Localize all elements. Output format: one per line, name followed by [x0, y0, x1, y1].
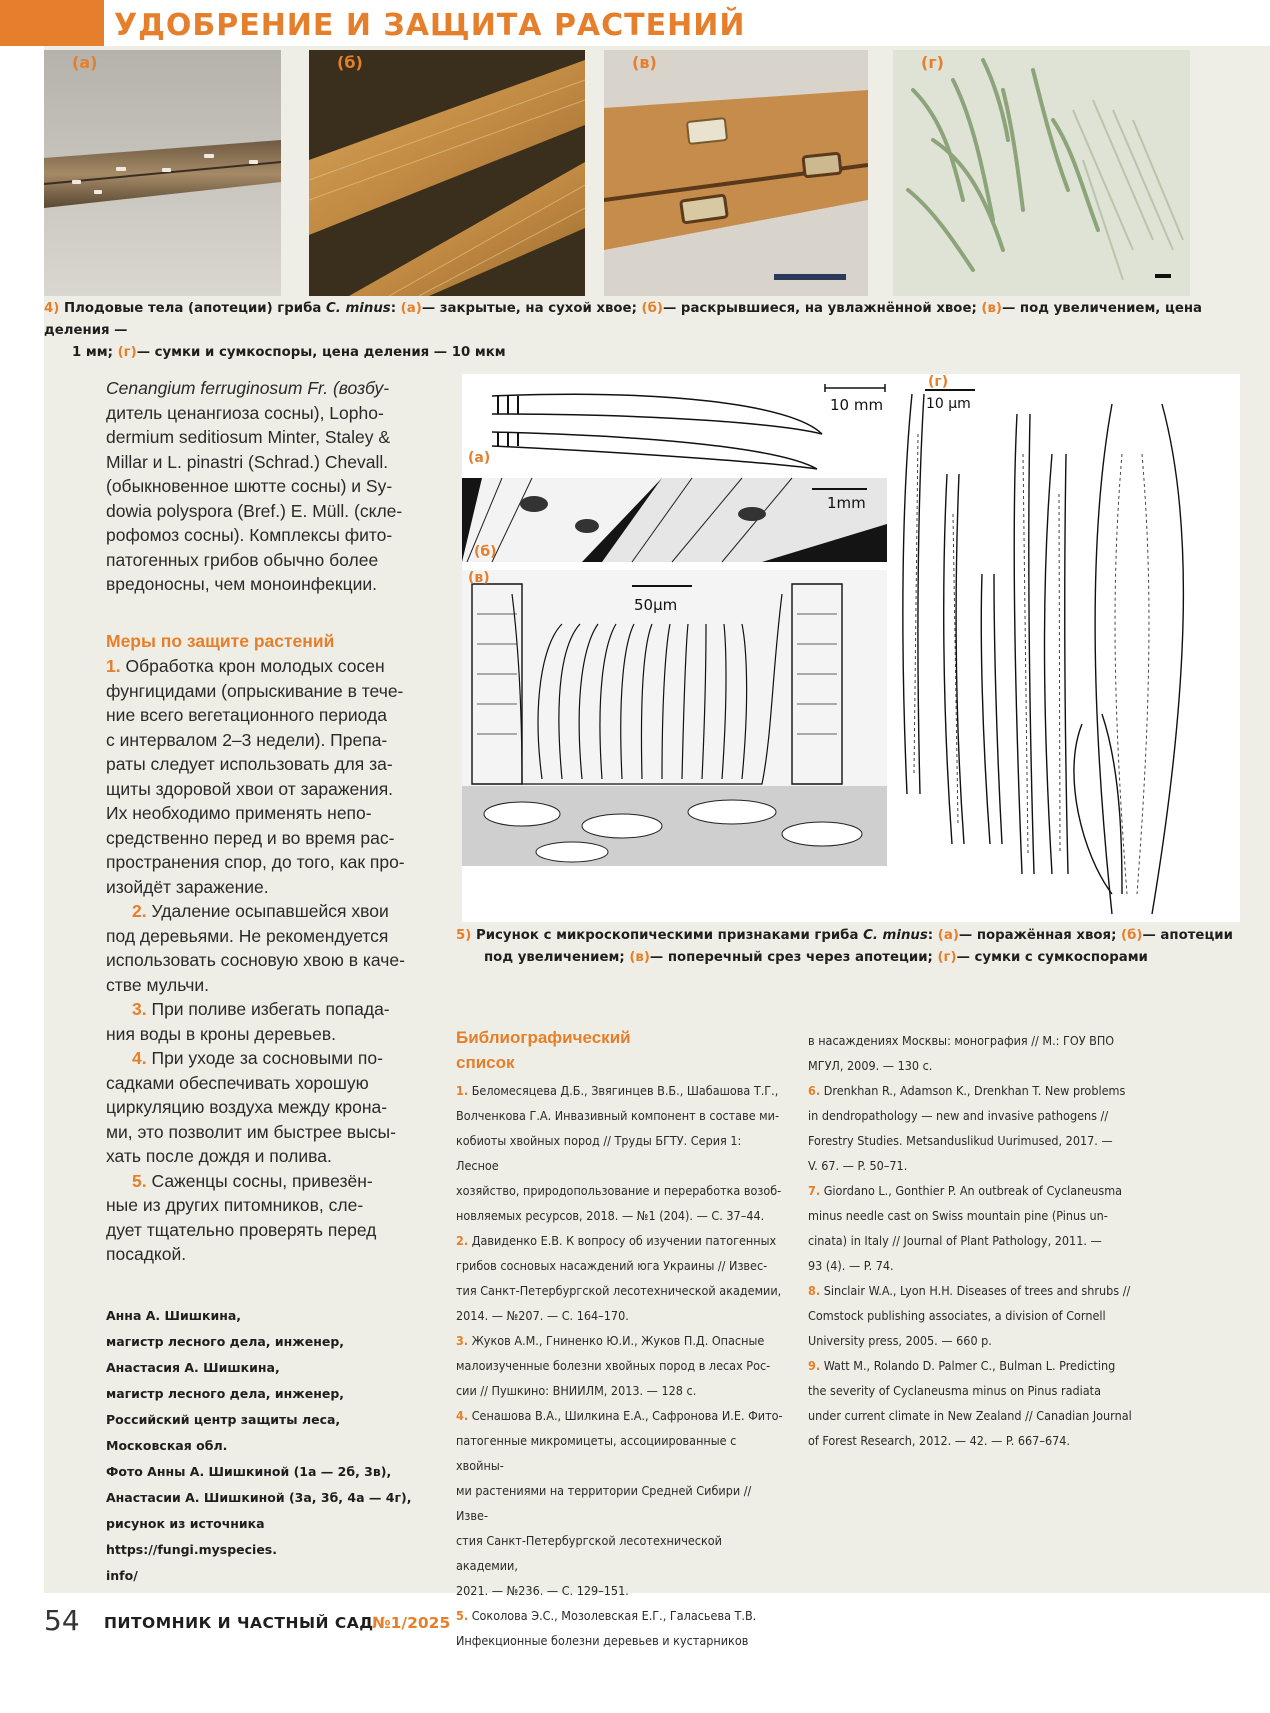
bib-entry: 6. Drenkhan R., Adamson K., Drenkhan T. New problems	[808, 1083, 1126, 1098]
panel-label-v: (в)	[468, 570, 490, 586]
text-line: dermium seditiosum Minter, Staley &	[106, 427, 390, 447]
text-line: Cenangium ferruginosum Fr. (возбу-	[106, 378, 390, 398]
text-line: циркуляцию воздуха между крона-	[106, 1097, 388, 1117]
bibliography-right-column	[808, 1028, 1138, 1453]
photo-label: (г)	[921, 53, 944, 72]
text-line: дитель ценангиоза сосны), Lopho-	[106, 402, 384, 423]
text-line: рофомоз сосны). Комплексы фито-	[106, 525, 393, 545]
bib-line: ми растениями на территории Средней Сибири // Изве-	[456, 1483, 752, 1523]
measures-list	[106, 654, 431, 1267]
bib-line: малоизученные болезни хвойных пород в лесах Рос-	[456, 1358, 771, 1373]
author-block: Анна А. Шишкина, магистр лесного дела, инженер, Анастасия А. Шишкина, магистр лесного дела, инженер, Российский центр защиты леса, Московская обл. Фото Анны А. Шишкиной (1а — 2б, 3в), Анастасии А. Шишкиной (3а, 3б, 4а — 4г), рисунок из источника https://fungi.myspecies. info/	[106, 1308, 412, 1583]
bib-line: of Forest Research, 2012. — 42. — P. 667–674.	[808, 1433, 1070, 1448]
bib-line: under current climate in New Zealand // Canadian Journal	[808, 1408, 1132, 1423]
bib-line: кобиоты хвойных пород // Труды БГТУ. Серия 1: Лесное	[456, 1133, 742, 1173]
text-line: средственно перед и во время рас-	[106, 827, 395, 848]
list-item: 5. Саженцы сосны, привезён-	[132, 1170, 373, 1191]
list-item: 2. Удаление осыпавшейся хвои	[132, 901, 389, 921]
bib-line: стия Санкт-Петербургской лесотехнической академии,	[456, 1533, 722, 1573]
bib-line: 93 (4). — P. 74.	[808, 1258, 894, 1273]
figure5-caption: 5) Рисунок с микроскопическими признаками гриба C. minus: (а)— поражённая хвоя; (б)— апотеции под увеличением; (в)— поперечный срез через апотеции; (г)— сумки с сумкоспорами	[456, 928, 1233, 965]
text-line: под деревьями. Не рекомендуется	[106, 925, 389, 946]
bib-line: the severity of Cyclaneusma minus on Pinus radiata	[808, 1383, 1101, 1398]
bib-line: новляемых ресурсов, 2018. — №1 (204). — С. 37–44.	[456, 1208, 765, 1223]
bib-line: в насаждениях Москвы: монография // М.: ГОУ ВПО	[808, 1033, 1115, 1048]
bib-line: minus needle cast on Swiss mountain pine (Pinus un-	[808, 1208, 1108, 1223]
issue-number: №1/2025	[372, 1614, 451, 1632]
scale-label: 50µm	[634, 596, 678, 614]
bib-line: V. 67. — P. 50–71.	[808, 1158, 908, 1173]
text-line: стве мульчи.	[106, 974, 209, 995]
text-line: вредоносны, чем моноинфекции.	[106, 574, 378, 594]
scale-label: 10 mm	[830, 396, 884, 414]
body-intro	[106, 376, 431, 597]
measures-heading: Меры по защите растений	[106, 631, 335, 651]
panel-label-b: (б)	[474, 544, 497, 560]
bib-entry: 5. Соколова Э.С., Мозолевская Е.Г., Галасьева Т.В.	[456, 1608, 757, 1623]
bibliography-left-column	[456, 1078, 786, 1653]
magazine-name: ПИТОМНИК И ЧАСТНЫЙ САД	[104, 1614, 374, 1632]
bib-line: University press, 2005. — 660 p.	[808, 1333, 992, 1348]
text-line: изойдёт заражение.	[106, 876, 269, 897]
photo-label: (а)	[72, 53, 98, 72]
figure4-caption: 4) Плодовые тела (апотеции) гриба C. minus: (а)— закрытые, на сухой хвое; (б)— раскрывшиеся, на увлажнённой хвое; (в)— под увеличением, цена деления — 1 мм; (г)— сумки и сумкоспоры, цена деления — 10 мкм	[44, 301, 1203, 360]
needle-drawing	[492, 384, 885, 469]
section-title: УДОБРЕНИЕ И ЗАЩИТА РАСТЕНИЙ	[114, 8, 746, 43]
bib-line: МГУЛ, 2009. — 130 с.	[808, 1058, 933, 1073]
bib-line: хозяйство, природопользование и переработка возоб-	[456, 1183, 782, 1198]
figure-number: 5)	[456, 928, 472, 943]
bib-entry: 4. Сенашова В.А., Шилкина Е.А., Сафронова И.Е. Фито-	[456, 1408, 783, 1423]
text-line: использовать сосновую хвою в каче-	[106, 950, 405, 970]
photo-label: (в)	[632, 53, 657, 72]
bib-line: сии // Пушкино: ВНИИЛМ, 2013. — 128 с.	[456, 1383, 697, 1398]
text-line: посадкой.	[106, 1244, 187, 1264]
bib-line: Forestry Studies. Metsanduslikud Uurimused, 2017. —	[808, 1133, 1113, 1148]
list-item: 1. Обработка крон молодых сосен	[106, 656, 385, 676]
bib-line: Инфекционные болезни деревьев и кустарников	[456, 1633, 749, 1648]
bib-entry: 1. Беломесяцева Д.Б., Звягинцев В.Б., Шабашова Т.Г.,	[456, 1083, 779, 1098]
bib-entry: 2. Давиденко Е.В. К вопросу об изучении патогенных	[456, 1233, 777, 1248]
bib-entry: 3. Жуков А.М., Гниненко Ю.И., Жуков П.Д. Опасные	[456, 1333, 765, 1348]
bib-entry: 7. Giordano L., Gonthier P. An outbreak of Cyclaneusma	[808, 1183, 1123, 1198]
section-color-block	[0, 0, 104, 46]
scale-label: 1mm	[827, 494, 866, 512]
text-line: (обыкновенное шютте сосны) и Sy-	[106, 476, 393, 496]
text-line: хать после дождя и полива.	[106, 1146, 332, 1166]
text-line: Millar и L. pinastri (Schrad.) Chevall.	[106, 451, 389, 472]
photo-label: (б)	[337, 53, 363, 72]
text-line: фунгицидами (опрыскивание в тече-	[106, 680, 404, 701]
bib-line: in dendropathology — new and invasive pathogens //	[808, 1108, 1109, 1123]
bibliography-heading: Библиографический список	[456, 1028, 631, 1072]
text-line: с интервалом 2–3 недели). Препа-	[106, 729, 388, 750]
list-item: 3. При поливе избегать попада-	[132, 999, 390, 1019]
scale-label: 10 µm	[926, 396, 971, 412]
text-line: Их необходимо применять непо-	[106, 803, 372, 823]
photo-g	[893, 50, 1190, 296]
bib-entry: 8. Sinclair W.A., Lyon H.H. Diseases of trees and shrubs //	[808, 1283, 1131, 1298]
photo-b	[309, 50, 585, 296]
list-item: 4. При уходе за сосновыми по-	[132, 1048, 383, 1068]
text-line: ние всего вегетационного периода	[106, 705, 387, 725]
text-line: садками обеспечивать хорошую	[106, 1072, 369, 1093]
figure-number: 4)	[44, 301, 60, 316]
figure5-illustration	[462, 374, 1240, 922]
bib-line: Comstock publishing associates, a division of Cornell	[808, 1308, 1106, 1323]
bib-entry: 9. Watt M., Rolando D. Palmer C., Bulman L. Predicting	[808, 1358, 1116, 1373]
text-line: пространения спор, до того, как про-	[106, 852, 405, 872]
bib-line: тия Санкт-Петербургской лесотехнической академии,	[456, 1283, 782, 1298]
page-number: 54	[44, 1604, 80, 1637]
text-line: щиты здоровой хвои от заражения.	[106, 778, 394, 799]
bib-line: грибов сосновых насаждений юга Украины // Извес-	[456, 1258, 768, 1273]
text-line: dowia polyspora (Bref.) E. Müll. (скле-	[106, 500, 403, 521]
bib-line: cinata) in Italy // Journal of Plant Pathology, 2011. —	[808, 1233, 1102, 1248]
text-line: ния воды в кроны деревьев.	[106, 1023, 336, 1044]
text-line: ные из других питомников, сле-	[106, 1195, 364, 1215]
bib-line: патогенные микромицеты, ассоциированные с хвойны-	[456, 1433, 737, 1473]
text-line: дует тщательно проверять перед	[106, 1219, 377, 1240]
photo-v	[604, 50, 868, 296]
bib-line: 2021. — №236. — С. 129–151.	[456, 1583, 629, 1598]
bib-line: Волченкова Г.А. Инвазивный компонент в составе ми-	[456, 1108, 780, 1123]
text-line: патогенных грибов обычно более	[106, 549, 379, 570]
bib-line: 2014. — №207. — С. 164–170.	[456, 1308, 629, 1323]
panel-label-a: (а)	[468, 450, 491, 466]
panel-label-g: (г)	[928, 374, 949, 390]
photo-a	[44, 50, 281, 296]
text-line: раты следует использовать для за-	[106, 754, 393, 774]
text-line: ми, это позволит им быстрее высы-	[106, 1121, 396, 1142]
